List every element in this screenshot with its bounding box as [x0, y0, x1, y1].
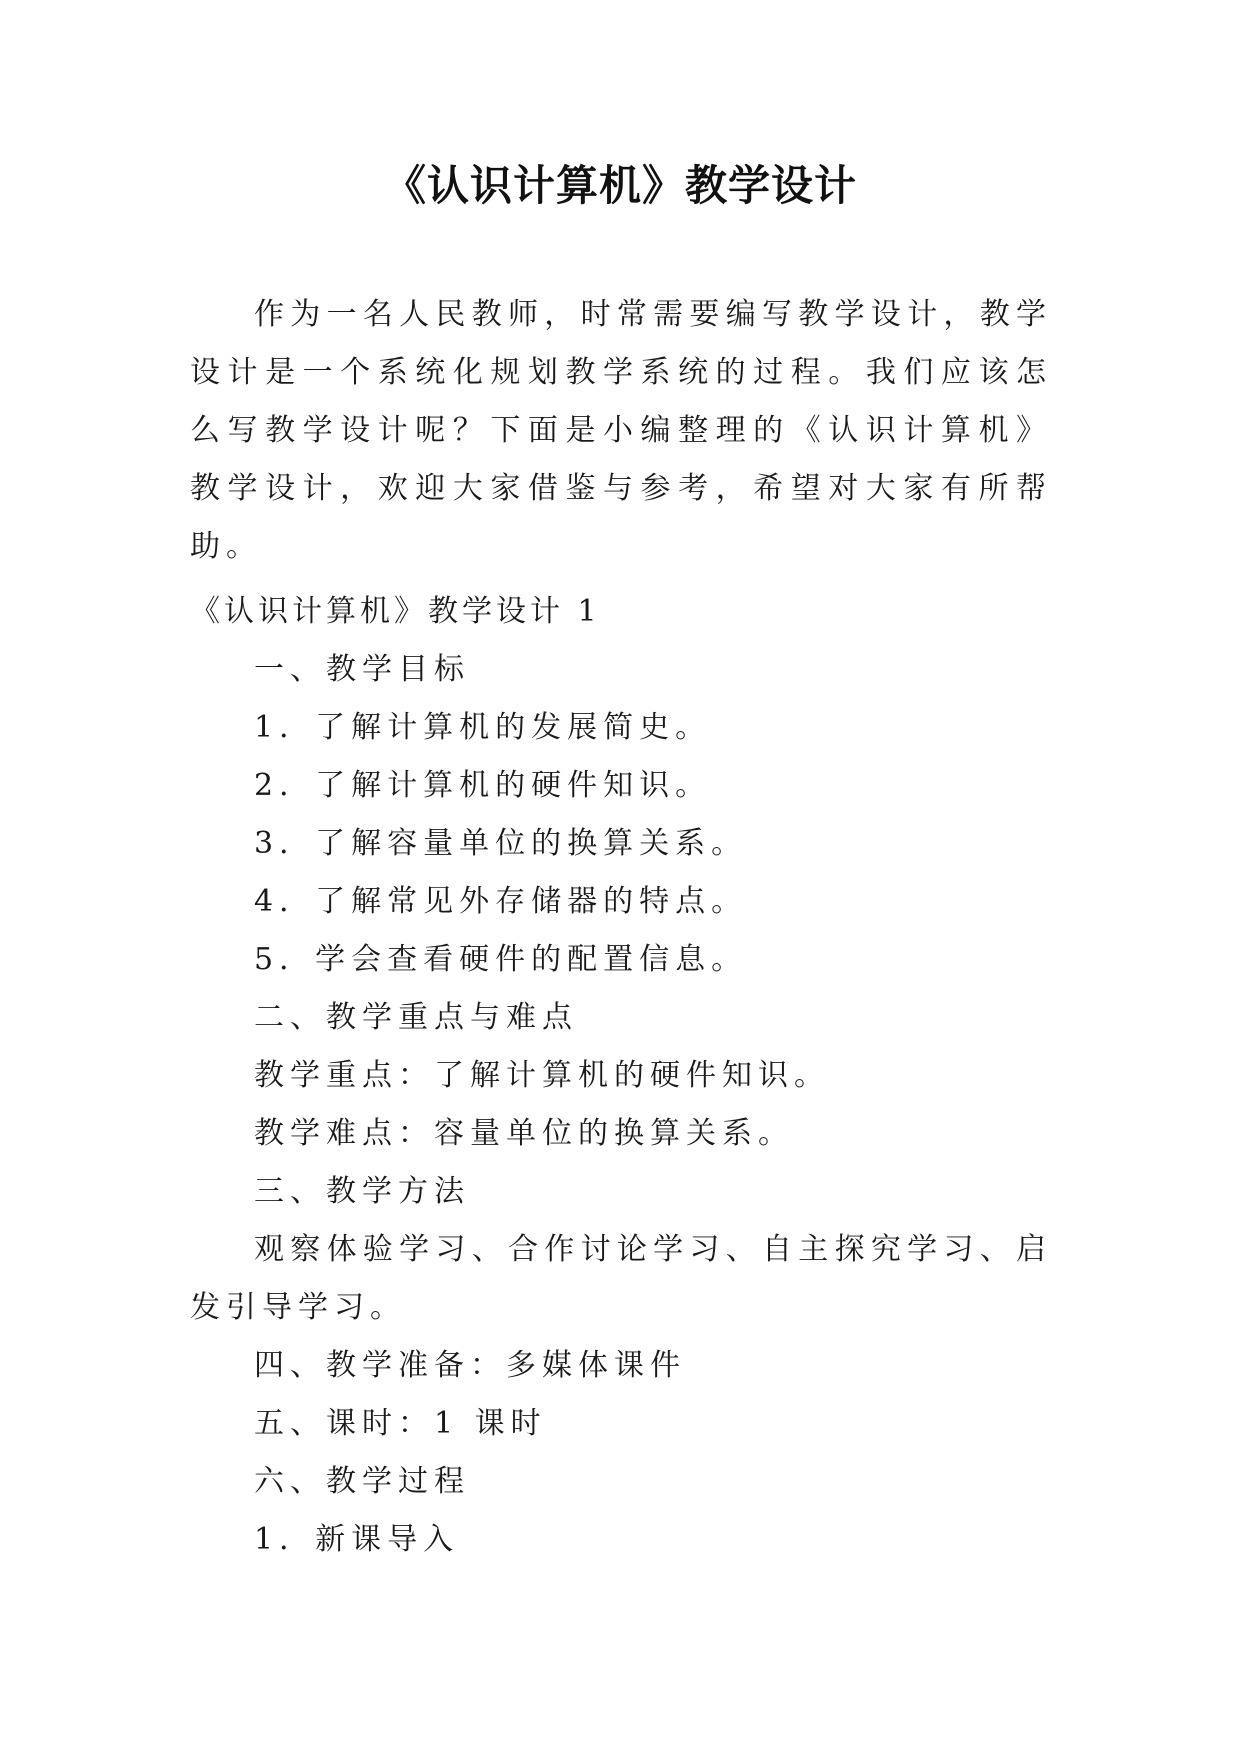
document-title: 《认识计算机》教学设计: [383, 161, 857, 210]
objective-item: 3．了解容量单位的换算关系。: [254, 826, 748, 861]
heading-methods: 三、教学方法: [254, 1174, 470, 1209]
heading-key-points: 二、教学重点与难点: [254, 1000, 578, 1035]
lesson-body: [190, 641, 1052, 1569]
difficult-point: 教学难点：容量单位的换算关系。: [254, 1116, 794, 1151]
methods-paragraph: 观察体验学习、合作讨论学习、自主探究学习、启发引导学习。: [190, 1232, 1052, 1325]
class-hours: 五、课时：1 课时: [254, 1406, 547, 1441]
objective-item: 4．了解常见外存储器的特点。: [254, 884, 748, 919]
process-step: 1．新课导入: [254, 1522, 460, 1557]
preparation: 四、教学准备：多媒体课件: [254, 1348, 686, 1383]
intro-paragraph: 作为一名人民教师，时常需要编写教学设计，教学设计是一个系统化规划教学系统的过程。我们应该怎么写教学设计呢？下面是小编整理的《认识计算机》教学设计，欢迎大家借鉴与参考，希望对大家有所帮助。: [190, 297, 1052, 564]
heading-objectives: 一、教学目标: [254, 652, 470, 687]
section-title: 《认识计算机》教学设计 1: [190, 594, 601, 629]
objective-item: 1．了解计算机的发展简史。: [254, 710, 712, 745]
objective-item: 2．了解计算机的硬件知识。: [254, 768, 712, 803]
key-point: 教学重点：了解计算机的硬件知识。: [254, 1058, 830, 1093]
objective-item: 5．学会查看硬件的配置信息。: [254, 942, 748, 977]
heading-process: 六、教学过程: [254, 1464, 470, 1499]
